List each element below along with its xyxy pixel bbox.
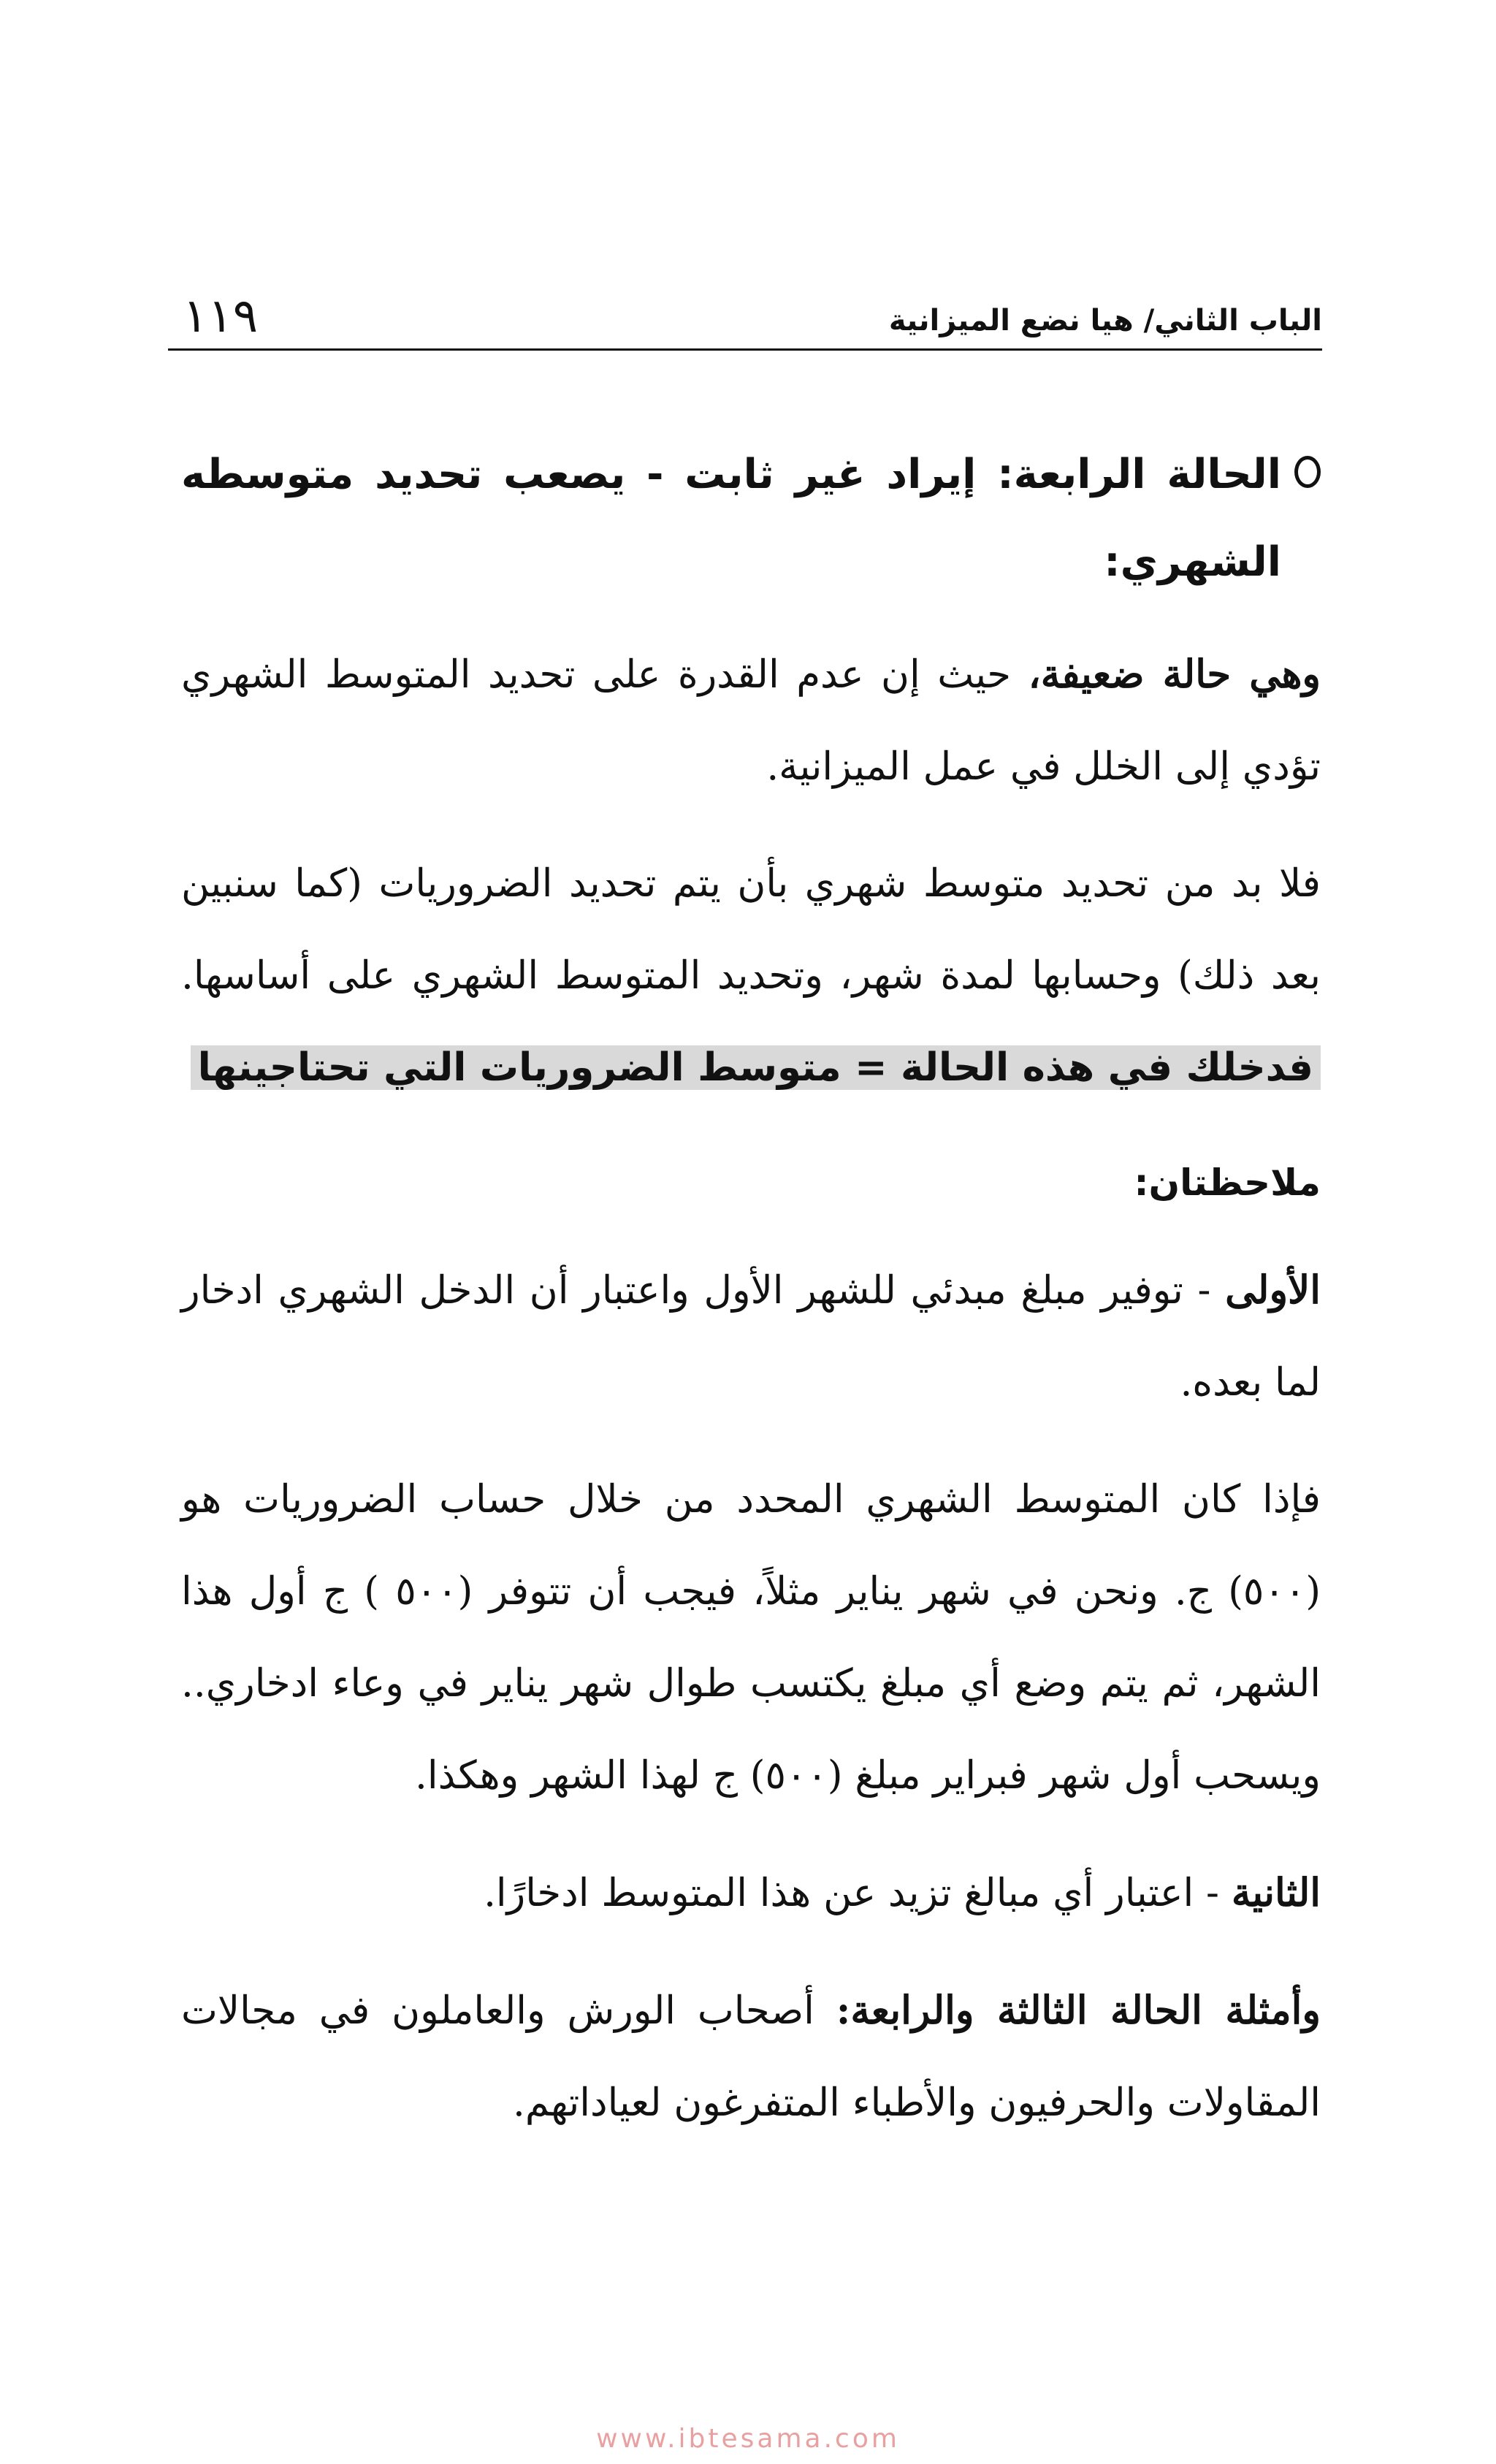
header-rule <box>168 348 1322 351</box>
section-heading <box>181 431 1321 606</box>
paragraph-method <box>181 838 1321 1114</box>
page-number: ١١٩ <box>183 289 259 343</box>
chapter-title: الباب الثاني/ هيا نضع الميزانية <box>888 304 1322 337</box>
circle-bullet-icon <box>1294 456 1321 488</box>
paragraph-definition <box>181 628 1321 813</box>
examples-text: أصحاب الورش والعاملون في مجالات المقاولات والحرفيون والأطباء المتفرغون لعياداتهم. <box>181 1988 1321 2125</box>
highlighted-rule: فدخلك في هذه الحالة = متوسط الضروريات التي تحتاجينها <box>191 1045 1321 1090</box>
page-header <box>168 270 1322 351</box>
section-heading-text: الحالة الرابعة: إيراد غير ثابت - يصعب تحديد متوسطه الشهري: <box>181 451 1281 586</box>
note-second-lead: الثانية <box>1231 1870 1321 1915</box>
examples-lead: وأمثلة الحالة الثالثة والرابعة: <box>836 1988 1321 2033</box>
note-example: فإذا كان المتوسط الشهري المحدد من خلال حساب الضروريات هو (٥٠٠) ج. ونحن في شهر يناير مثلاً، فيجب أن تتوفر (٥٠٠ ) ج أول هذا الشهر، ثم يتم وضع أي مبلغ يكتسب طوال شهر يناير في وعاء ادخاري.. ويسحب أول شهر فبراير مبلغ (٥٠٠) ج لهذا الشهر وهكذا. <box>181 1477 1321 1798</box>
note-second-text: - اعتبار أي مبالغ تزيد عن هذا المتوسط ادخارًا. <box>484 1871 1232 1915</box>
paragraph-lead: وهي حالة ضعيفة، <box>1028 652 1321 697</box>
paragraph-text: فلا بد من تحديد متوسط شهري بأن يتم تحديد الضروريات (كما سنبين بعد ذلك) وحسابها لمدة شهر، وتحديد المتوسط الشهري على أساسها. <box>181 861 1321 998</box>
notes-title: ملاحظتان: <box>1134 1162 1321 1204</box>
watermark-url: www.ibtesama.com <box>596 2424 900 2454</box>
note-first-lead: الأولى <box>1225 1267 1321 1313</box>
page-body <box>181 431 1321 2174</box>
note-second <box>181 1847 1321 1939</box>
note-first <box>181 1244 1321 1429</box>
examples-paragraph <box>181 1964 1321 2149</box>
note-first-text: - توفير مبلغ مبدئي للشهر الأول واعتبار أن الدخل الشهري ادخار لما بعده. <box>181 1268 1321 1405</box>
paragraph-text: حيث إن عدم القدرة على تحديد المتوسط الشهري تؤدي إلى الخلل في عمل الميزانية. <box>181 652 1321 789</box>
